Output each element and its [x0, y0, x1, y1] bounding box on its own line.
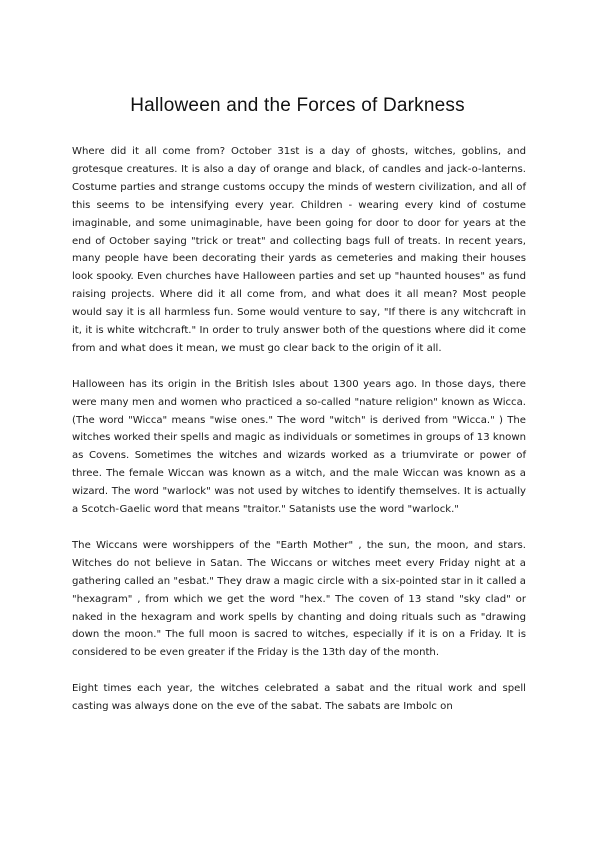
paragraph: Where did it all come from? October 31st is a day of ghosts, witches, goblins, and grotesque creatures. It is also a day of orange and black, of candles and jack-o-lanterns. Costume parties and strange customs occupy the minds of western civilization, and all of this seems to be intensifying every year. Children - wearing every kind of costume imaginable, and some unimaginable, have been going for door to door for years at the end of October saying "trick or treat" and collecting bags full of treats. In recent years, many people have been decorating their yards as cemeteries and making their houses look spooky. Even churches have Halloween parties and set up "haunted houses" as fund raising projects. Where did it all come from, and what does it all mean? Most people would say it is all harmless fun. Some would venture to say, "If there is any witchcraft in it, it is white witchcraft." In order to truly answer both of the questions where did it come from and what does it mean, we must go clear back to the origin of it all.	[72, 146, 526, 354]
document-body	[72, 143, 526, 734]
paragraph: Halloween has its origin in the British Isles about 1300 years ago. In those days, there were many men and women who practiced a so-called "nature religion" known as Wicca. (The word "Wicca" means "wise ones." The word "witch" is derived from "Wicca." ) The witches worked their spells and magic as individuals or sometimes in groups of 13 known as Covens. Sometimes the witches and wizards worked as a triumvirate or power of three. The female Wiccan was known as a witch, and the male Wiccan was known as a wizard. The word "warlock" was not used by witches to identify themselves. It is actually a Scotch-Gaelic word that means "traitor." Satanists use the word "warlock."	[72, 378, 526, 516]
page-title: Halloween and the Forces of Darkness	[130, 95, 465, 116]
paragraph: The Wiccans were worshippers of the "Earth Mother" , the sun, the moon, and stars. Witches do not believe in Satan. The Wiccans or witches meet every Friday night at a gathering called an "esbat." They draw a magic circle with a six-pointed star in it called a "hexagram" , from which we get the word "hex." The coven of 13 stand "sky clad" or naked in the hexagram and work spells by chanting and doing rituals such as "drawing down the moon." The full moon is sacred to witches, especially if it is on a Friday. It is considered to be even greater if the Friday is the 13th day of the month.	[72, 539, 526, 659]
paragraph: Eight times each year, the witches celebrated a sabat and the ritual work and spell casting was always done on the eve of the sabat. The sabats are Imbolc on	[72, 683, 526, 713]
